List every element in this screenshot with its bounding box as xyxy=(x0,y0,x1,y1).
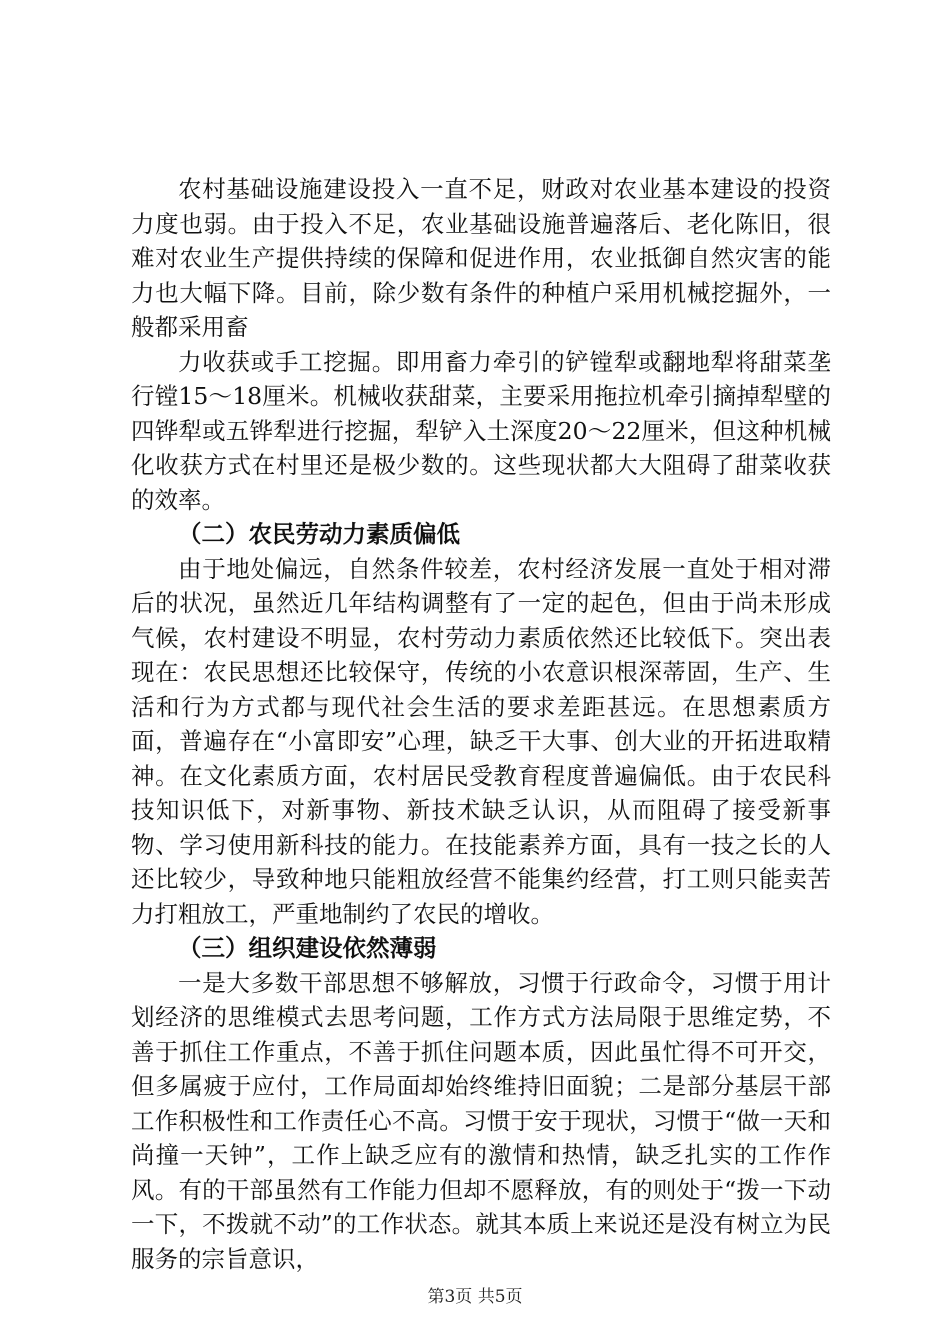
paragraph-infrastructure-1: 农村基础设施建设投入一直不足，财政对农业基本建设的投资力度也弱。由于投入不足，农业基础设施普遍落后、老化陈旧，很难对农业生产提供持续的保障和促进作用，农业抵御自然灾害的能力也大幅下降。目前，除少数有条件的种植户采用机械挖掘外，一般都采用畜 xyxy=(131,175,831,341)
section-heading-labor-quality: （二）农民劳动力素质偏低 xyxy=(178,520,460,548)
section-heading-organization: （三）组织建设依然薄弱 xyxy=(178,934,437,962)
paragraph-organization: 一是大多数干部思想不够解放，习惯于行政命令，习惯于用计划经济的思维模式去思考问题，工作方式方法局限于思维定势，不善于抓住工作重点，不善于抓住问题本质，因此虽忙得不可开交，但多属疲于应付，工作局面却始终维持旧面貌；二是部分基层干部工作积极性和工作责任心不高。习惯于安于现状，习惯于“做一天和尚撞一天钟”，工作上缺乏应有的激情和热情，缺乏扎实的工作作风。有的干部虽然有工作能力但却不愿释放，有的则处于“拨一下动一下，不拨就不动”的工作状态。就其本质上来说还是没有树立为民服务的宗旨意识， xyxy=(131,968,831,1273)
page-number-footer: 第3页 共5页 xyxy=(427,1287,523,1307)
paragraph-infrastructure-2: 力收获或手工挖掘。即用畜力牵引的铲镗犁或翻地犁将甜菜垄行镗15～18厘米。机械收获甜菜，主要采用拖拉机牵引摘掉犁壁的四铧犁或五铧犁进行挖掘，犁铲入土深度20～22厘米，但这种机械化收获方式在村里还是极少数的。这些现状都大大阻碍了甜菜收获的效率。 xyxy=(131,347,831,514)
paragraph-labor-quality: 由于地处偏远，自然条件较差，农村经济发展一直处于相对滞后的状况，虽然近几年结构调整有了一定的起色，但由于尚未形成气候，农村建设不明显，农村劳动力素质依然还比较低下。突出表现在：农民思想还比较保守，传统的小农意识根深蒂固，生产、生活和行为方式都与现代社会生活的要求差距甚远。在思想素质方面，普遍存在“小富即安”心理，缺乏干大事、创大业的开拓进取精神。在文化素质方面，农村居民受教育程度普遍偏低。由于农民科技知识低下，对新事物、新技术缺乏认识，从而阻碍了接受新事物、学习使用新科技的能力。在技能素养方面，具有一技之长的人还比较少，导致种地只能粗放经营不能集约经营，打工则只能卖苦力打粗放工，严重地制约了农民的增收。 xyxy=(131,554,831,928)
document-body xyxy=(131,172,831,1276)
